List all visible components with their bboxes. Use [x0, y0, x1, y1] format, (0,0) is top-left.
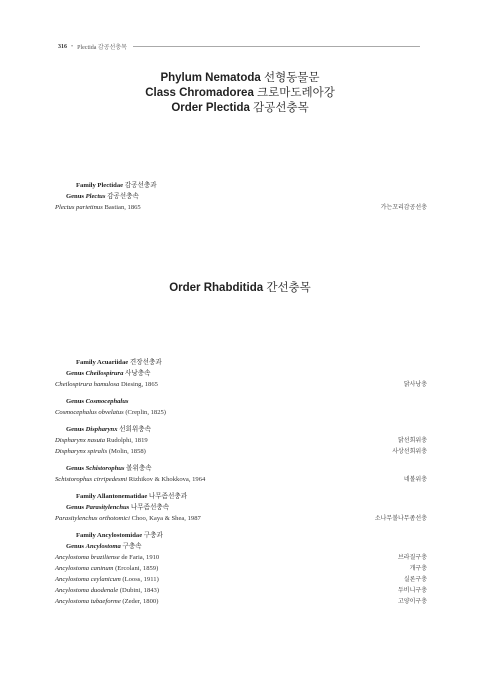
- genus-name: Plectus: [85, 193, 106, 200]
- species-korean-name: 닭선회위충: [398, 437, 427, 444]
- genus-korean: 나무좀선충속: [130, 504, 170, 511]
- species-korean-name: 사상선회위충: [392, 448, 427, 455]
- genus-row: [55, 502, 427, 513]
- genus-prefix: Genus: [66, 193, 84, 200]
- species-authority: Diesing, 1865: [120, 381, 158, 388]
- species-korean-name: 실론구충: [403, 576, 427, 583]
- family-korean: 구충과: [143, 532, 163, 539]
- genus-korean: 사낭충속: [125, 370, 151, 377]
- species-korean-name: 개구충: [409, 565, 427, 572]
- page-number: 316: [58, 43, 67, 50]
- header-rule: [133, 46, 420, 47]
- genus-korean: 볼위충속: [126, 465, 152, 472]
- species-row: [55, 474, 427, 485]
- header-text: Plectida 감공선충목: [77, 45, 127, 51]
- family-korean: 나무좀선충과: [148, 493, 188, 500]
- species-name: Ancylostoma tubaeforme: [55, 598, 121, 605]
- genus-name: Parasitylenchus: [85, 504, 130, 511]
- family-row: [55, 357, 427, 368]
- species-name: Ancylostoma ceylanicum: [55, 576, 121, 583]
- family-name: Family Plectidae: [76, 182, 124, 189]
- species-korean-name: 네볼위충: [403, 476, 427, 483]
- species-name: Ancylostoma duodenale: [55, 587, 119, 594]
- species-row: [55, 563, 427, 574]
- genus-row: [55, 396, 427, 407]
- species-authority: (Dubini, 1843): [119, 587, 160, 594]
- species-row: [55, 585, 427, 596]
- species-row: [55, 435, 427, 446]
- species-row: [55, 407, 427, 418]
- running-header: [58, 42, 420, 51]
- species-authority: Bastian, 1865: [104, 204, 141, 211]
- header-separator: •: [71, 43, 74, 50]
- genus-name: Schistorophus: [85, 465, 125, 472]
- species-authority: (Ercolani, 1859): [115, 565, 159, 572]
- title-order: Order Plectida 감공선충목: [171, 102, 309, 114]
- title-block: [0, 71, 480, 116]
- species-authority: (Molin, 1858): [108, 448, 146, 455]
- genus-prefix: Genus: [66, 398, 84, 405]
- family-korean: 견장선충과: [129, 359, 162, 366]
- genus-prefix: Genus: [66, 504, 84, 511]
- family-name: Family Allantonematidae: [76, 493, 148, 500]
- species-row: [55, 513, 427, 524]
- genus-row: [55, 368, 427, 379]
- genus-name: Cosmocephalus: [85, 398, 129, 405]
- title-class: Class Chromadorea 크로마도레아강: [145, 87, 335, 99]
- species-authority: Rudolphi, 1819: [106, 437, 148, 444]
- species-name: Dispharynx spiralis: [55, 448, 108, 455]
- species-row: [55, 446, 427, 457]
- species-korean-name: 브라질구충: [398, 554, 427, 561]
- species-authority: Choo, Kaya & Shea, 1987: [131, 515, 201, 522]
- species-row: [55, 596, 427, 607]
- genus-prefix: Genus: [66, 426, 84, 433]
- species-row: [55, 552, 427, 563]
- genus-row: [55, 463, 427, 474]
- species-korean-name: 가는꼬리감공선충: [380, 204, 427, 211]
- genus-prefix: Genus: [66, 543, 84, 550]
- species-korean-name: 닭사낭충: [403, 381, 427, 388]
- title-phylum: Phylum Nematoda 선형동물문: [160, 72, 320, 84]
- species-authority: (Looss, 1911): [122, 576, 159, 583]
- genus-name: Cheilospirura: [85, 370, 124, 377]
- genus-row: [55, 541, 427, 552]
- genus-prefix: Genus: [66, 370, 84, 377]
- family-row: [55, 180, 427, 191]
- genus-prefix: Genus: [66, 465, 84, 472]
- species-authority: (Creplin, 1825): [125, 409, 166, 416]
- species-authority: de Faria, 1910: [121, 554, 160, 561]
- species-row: [55, 202, 427, 213]
- family-korean: 감공선충과: [124, 182, 157, 189]
- species-name: Plectus parietinus: [55, 204, 103, 211]
- species-korean-name: 고양이구충: [398, 598, 427, 605]
- genus-row: [55, 424, 427, 435]
- genus-korean: 선회위충속: [119, 426, 152, 433]
- species-name: Cosmocephalus obvelatus: [55, 409, 124, 416]
- family-row: [55, 491, 427, 502]
- family-name: Family Acuariidae: [76, 359, 129, 366]
- genus-korean: 구충속: [122, 543, 142, 550]
- species-name: Cheilospirura hamulosa: [55, 381, 120, 388]
- taxon-list-plectida: [55, 180, 427, 213]
- taxon-list-rhabditida: [55, 357, 427, 607]
- species-name: Ancylostoma braziliense: [55, 554, 120, 561]
- species-authority: Rizhikov & Khokkova, 1964: [128, 476, 206, 483]
- genus-row: [55, 191, 427, 202]
- genus-name: Dispharynx: [85, 426, 118, 433]
- species-row: [55, 574, 427, 585]
- genus-name: Ancylostoma: [85, 543, 121, 550]
- species-row: [55, 379, 427, 390]
- family-name: Family Ancylostomidae: [76, 532, 143, 539]
- species-name: Ancylostoma caninum: [55, 565, 114, 572]
- species-korean-name: 두비니구충: [398, 587, 427, 594]
- species-korean-name: 소나무볼나무좀선충: [374, 515, 427, 522]
- genus-korean: 감공선충속: [107, 193, 139, 200]
- order-heading-rhabditida: Order Rhabditida 간선충목: [169, 282, 311, 294]
- species-authority: (Zeder, 1800): [122, 598, 159, 605]
- family-row: [55, 530, 427, 541]
- species-name: Parasitylenchus orthotomici: [55, 515, 130, 522]
- species-name: Schistorophus cirripedesmi: [55, 476, 128, 483]
- species-name: Dispharynx nasuta: [55, 437, 106, 444]
